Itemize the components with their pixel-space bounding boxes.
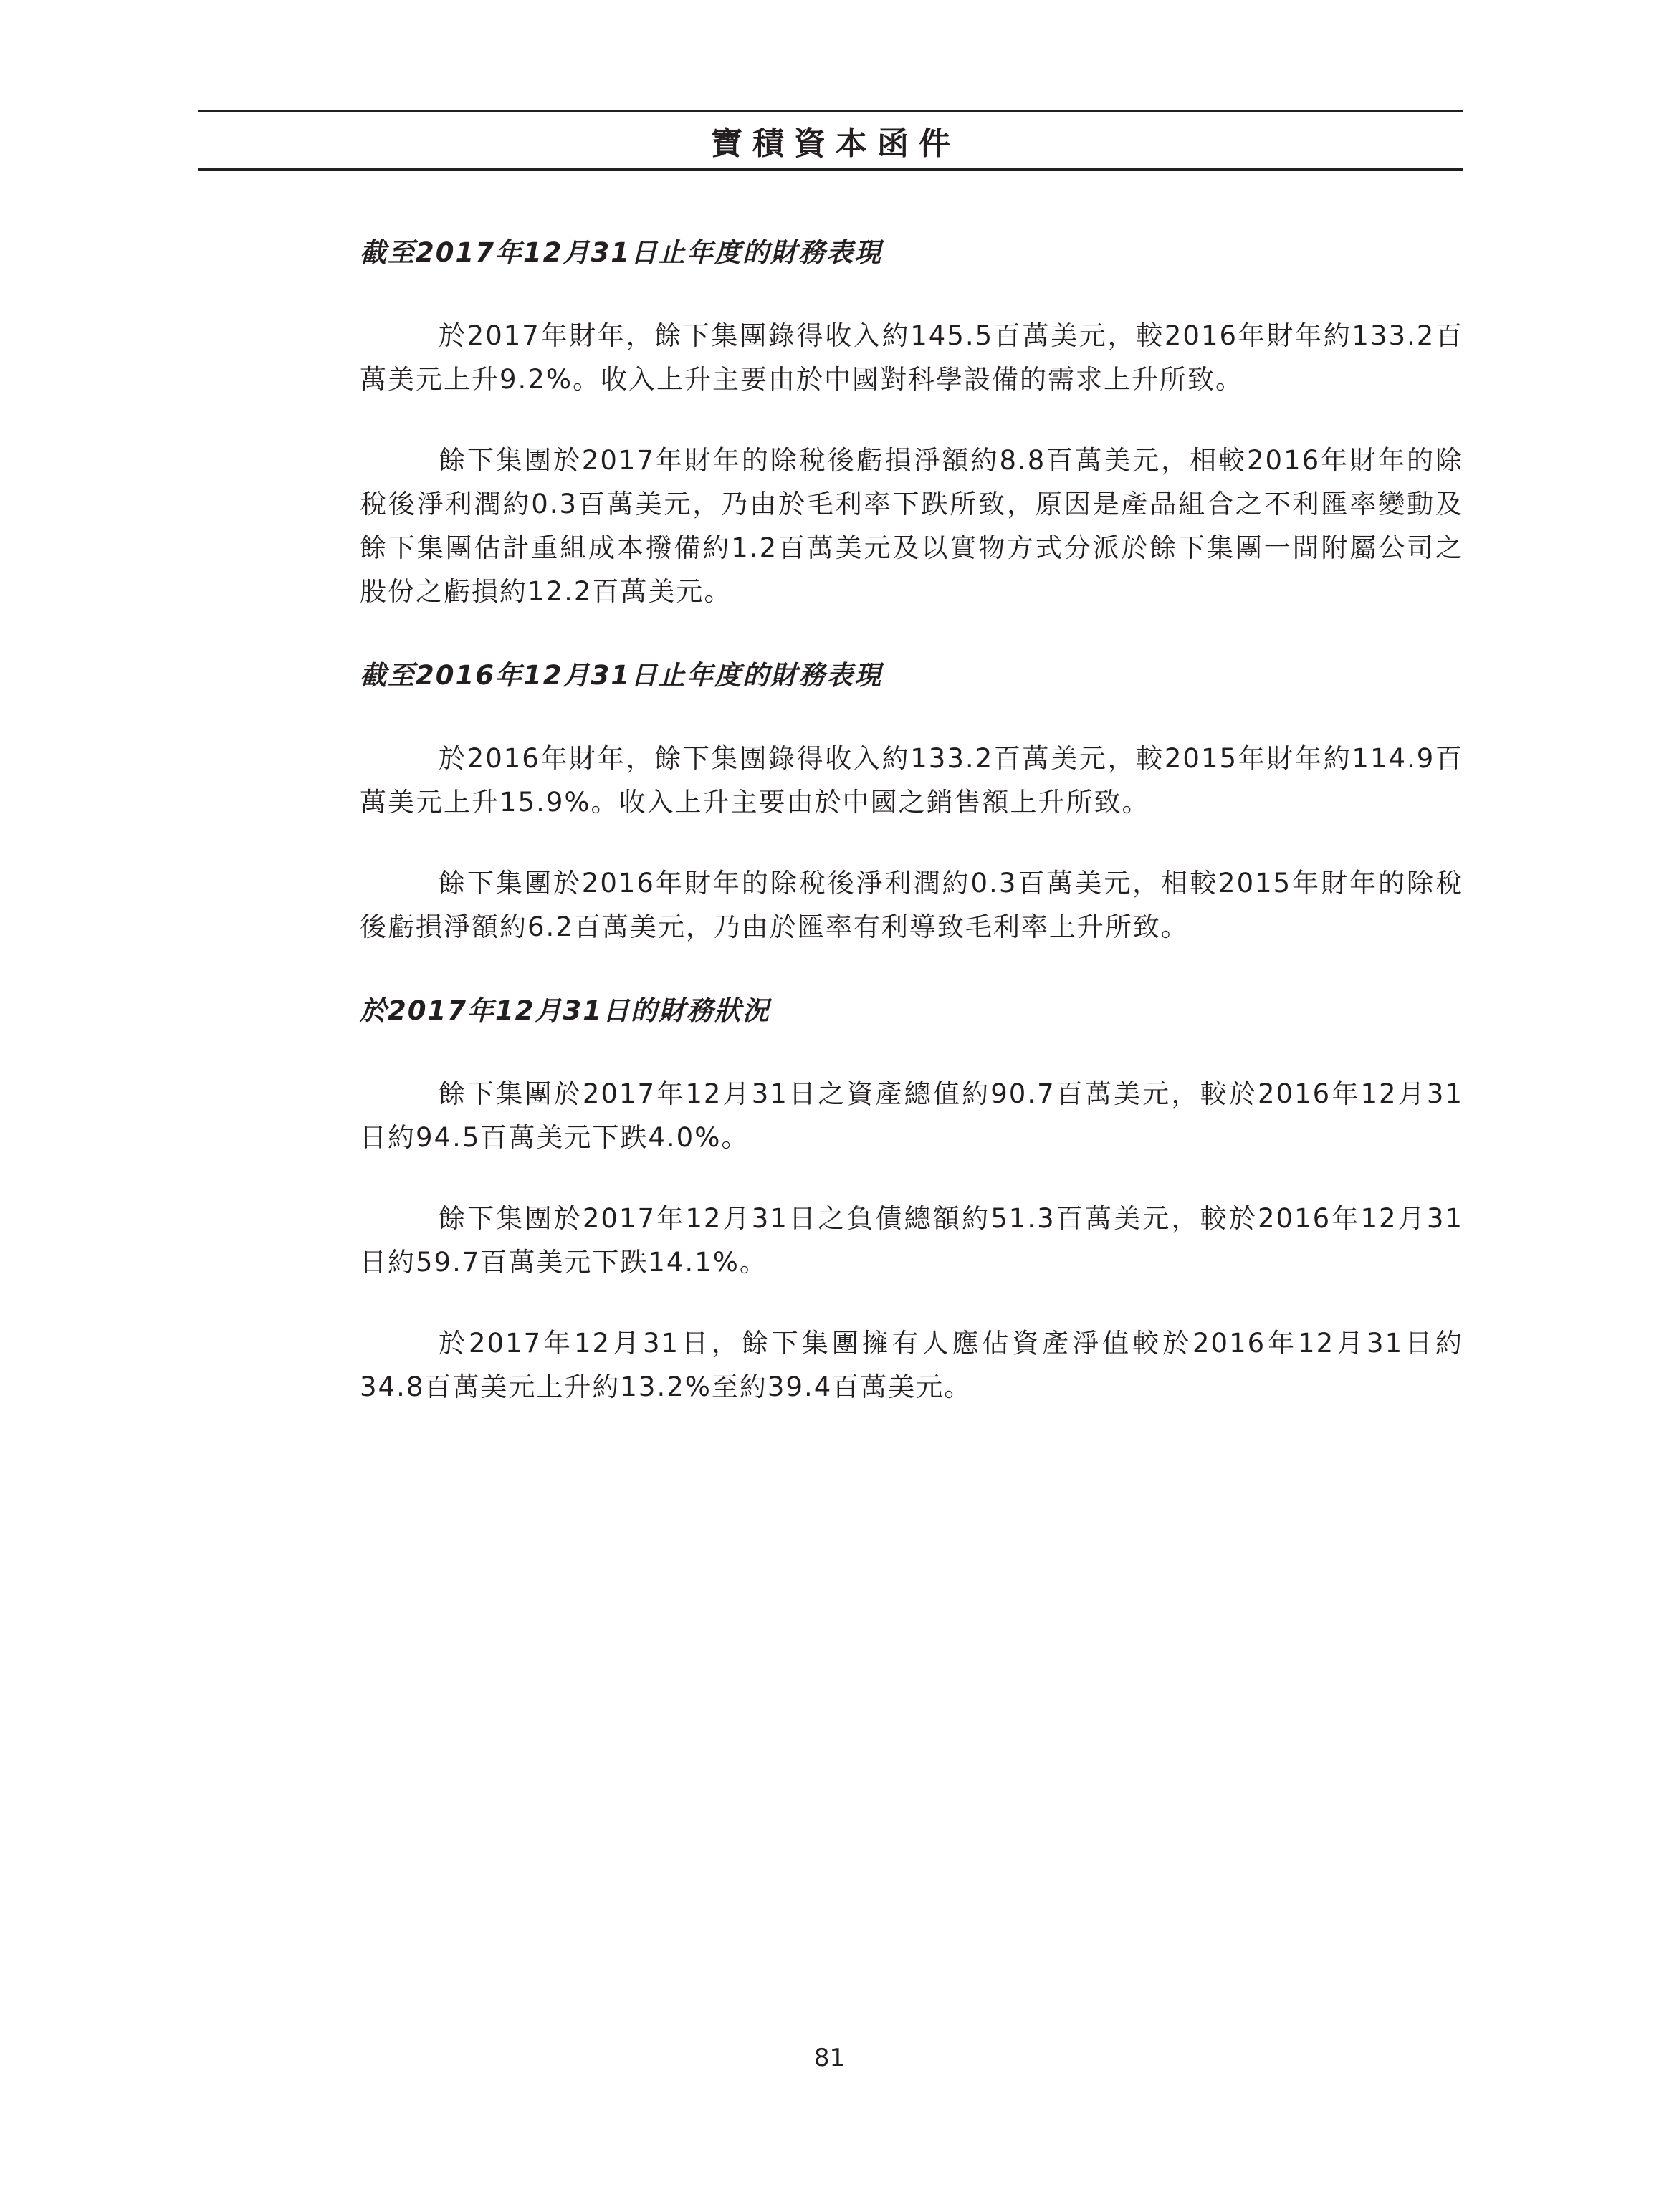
page-header (198, 110, 1463, 171)
paragraph: 餘下集團於2017年12月31日之負債總額約51.3百萬美元，較於2016年12月31日約59.7百萬美元下跌14.1%。 (360, 1203, 1463, 1278)
section-2017-financial-position (360, 986, 1463, 1409)
document-body (360, 228, 1463, 1409)
section-2017-performance (360, 228, 1463, 613)
header-title: 寶積資本函件 (711, 125, 960, 162)
paragraph: 餘下集團於2017年財年的除稅後虧損淨額約8.8百萬美元，相較2016年財年的除稅後淨利潤約0.3百萬美元，乃由於毛利率下跌所致，原因是產品組合之不利匯率變動及餘下集團估計重組成本撥備約1.2百萬美元及以實物方式分派於餘下集團一間附屬公司之股份之虧損約12.2百萬美元。 (360, 445, 1463, 607)
paragraph: 餘下集團於2016年財年的除稅後淨利潤約0.3百萬美元，相較2015年財年的除稅後虧損淨額約6.2百萬美元，乃由於匯率有利導致毛利率上升所致。 (360, 868, 1463, 942)
section-heading: 截至2017年12月31日止年度的財務表現 (360, 237, 882, 268)
paragraph: 於2017年財年，餘下集團錄得收入約145.5百萬美元，較2016年財年約133.2百萬美元上升9.2%。收入上升主要由於中國對科學設備的需求上升所致。 (360, 320, 1463, 395)
paragraph: 於2016年財年，餘下集團錄得收入約133.2百萬美元，較2015年財年約114.9百萬美元上升15.9%。收入上升主要由於中國之銷售額上升所致。 (360, 743, 1463, 818)
section-heading: 於2017年12月31日的財務狀況 (360, 995, 770, 1026)
paragraph: 餘下集團於2017年12月31日之資產總值約90.7百萬美元，較於2016年12月31日約94.5百萬美元下跌4.0%。 (360, 1078, 1463, 1153)
section-2016-performance (360, 651, 1463, 949)
paragraph: 於2017年12月31日，餘下集團擁有人應佔資產淨值較於2016年12月31日約34.8百萬美元上升約13.2%至約39.4百萬美元。 (360, 1328, 1463, 1402)
page-number: 81 (813, 2044, 846, 2072)
section-heading: 截至2016年12月31日止年度的財務表現 (360, 660, 882, 691)
